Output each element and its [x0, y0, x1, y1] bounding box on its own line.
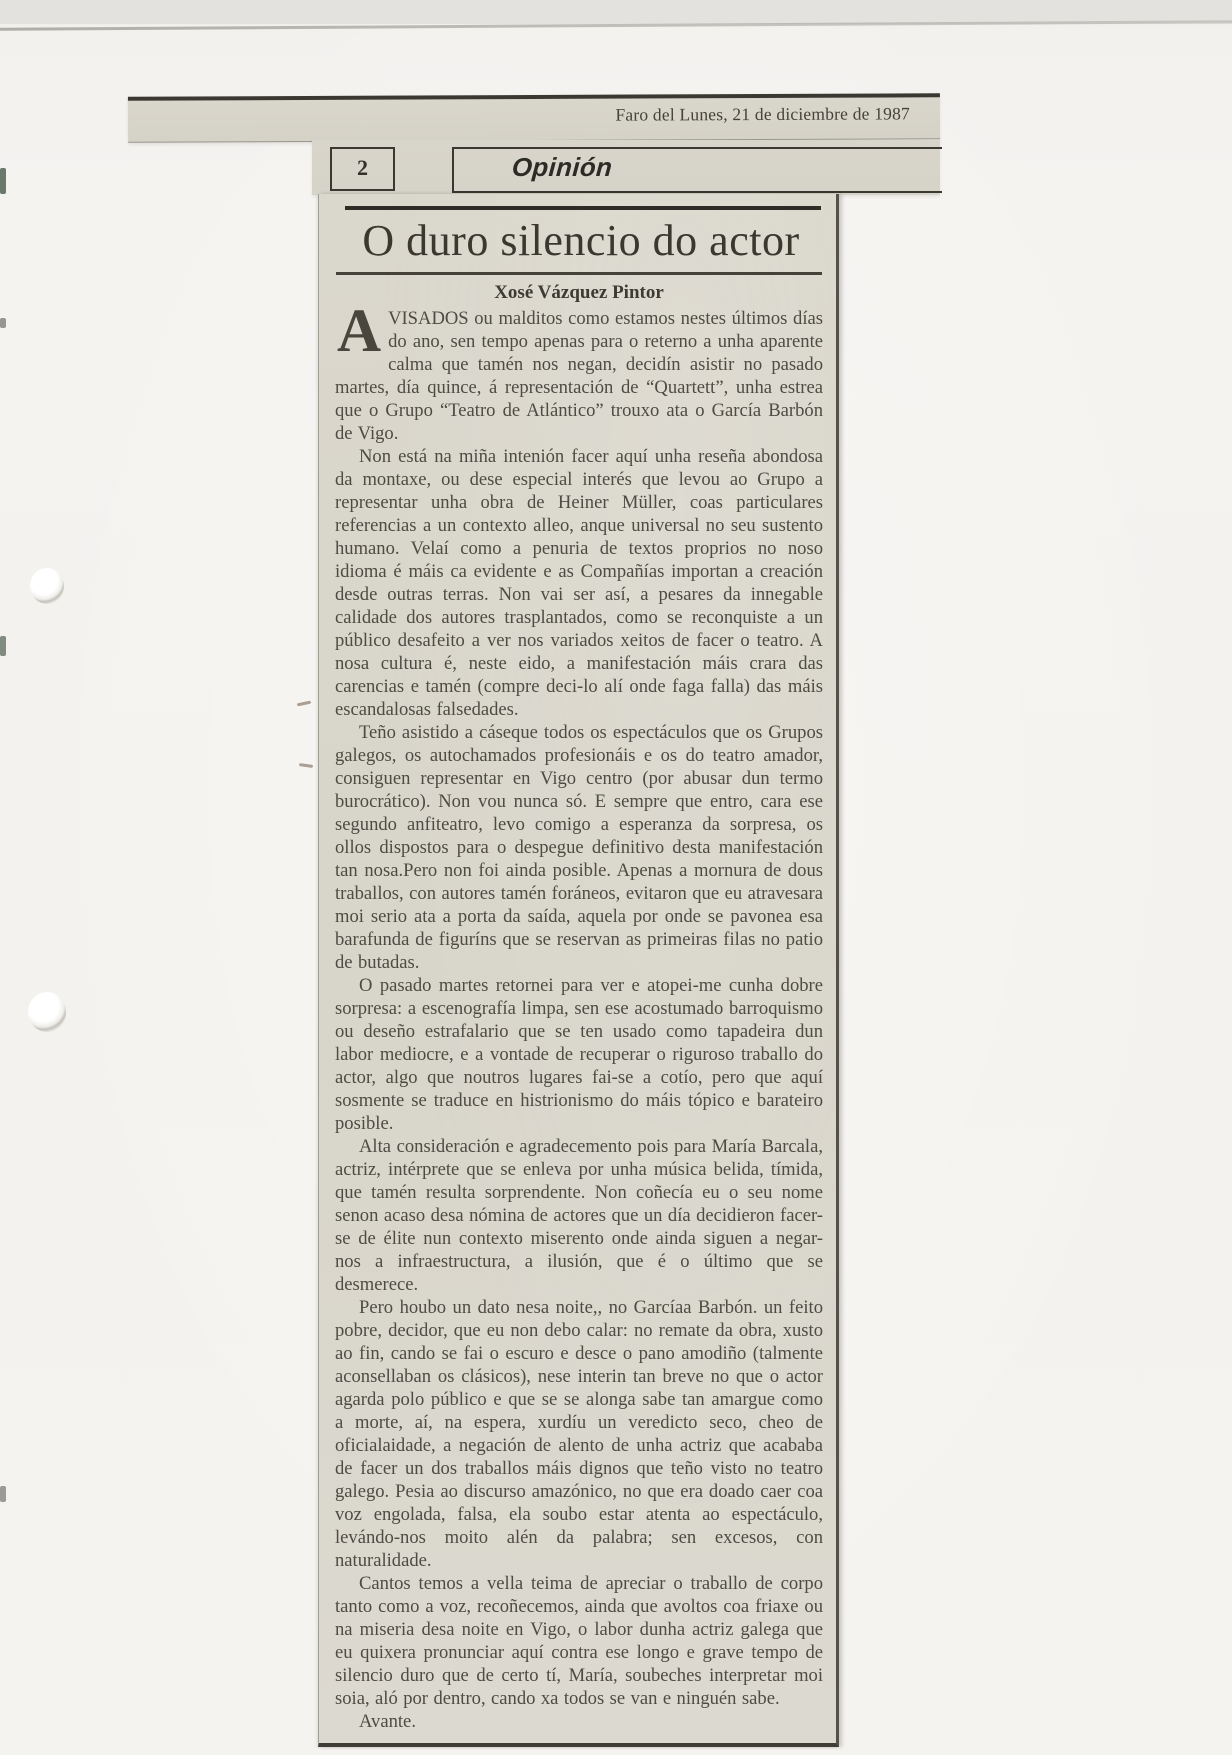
masthead-strip [128, 93, 940, 143]
page-number-box [330, 147, 395, 191]
article-title: O duro silencio do actor [362, 216, 800, 265]
punch-hole-top [30, 568, 64, 604]
headline-top-rule [345, 206, 821, 210]
section-box [452, 147, 942, 193]
section-strip [312, 140, 940, 195]
masthead-date: Faro del Lunes, 21 de diciembre de 1987 [615, 103, 911, 125]
scan-artifact [0, 636, 6, 656]
paragraph: Teño asistido a cáseque todos os espectáculos que os Grupos galegos, os autochamados profesionáis e os do teatro amador, consiguen representar en Vigo centro (por abusar dun termo burocrático). Non vou nunca só. E sempre que entro, cara ese segundo anfiteatro, levo comigo a esperanza da sorpresa, os ollos dispostos para o despegue definitivo desta manifestación tan nosa.Pero non foi ainda posible. Apenas a mornura de dous traballos, con autores tamén foráneos, evitaron que eu atravesara moi serio ata a porta da saída, aquela por onde se pavonea esa barafunda de figuríns que se reservan as primeiras filas no patio de butadas. [335, 722, 823, 974]
scan-artifact [0, 318, 6, 328]
article-body [335, 298, 823, 1733]
paragraph-opening [335, 298, 823, 445]
title-bottom-rule [336, 272, 822, 275]
paragraph-closing: Avante. [359, 1711, 416, 1733]
opening-text: VISADOS ou malditos como estamos nestes últimos días do ano, sen tempo apenas para o reterno a unha aparente calma que tamén nos negan, decidín asistir no pasado martes, día quince, á representación de “Quartett”, unha estrea que o Grupo “Teatro de Atlántico” trouxo ata o García Barbón de Vigo. [335, 308, 823, 445]
punch-hole-bottom [28, 992, 66, 1032]
article-clipping [318, 194, 839, 1747]
paragraph: Non está na miña intenión facer aquí unha reseña abondosa da montaxe, ou dese especial interés que levou ao Grupo a representar unha obra de Heiner Müller, coas particulares referencias a un contexto alleo, anque universal no seu sustento humano. Velaí como a penuria de textos proprios no noso idioma é máis ca evidente e as Compañías importan a creación desde outras terras. Non vai ser así, a pesares da innegable calidade dos autores trasplantados, como se reconquiste a un público desafeito a ver nos variados xeitos de facer o teatro. A nosa cultura é, neste eido, a manifestación máis crara das carencias e tamén (compre deci-lo alí onde faga falla) das máis escandalosas falsedades. [335, 446, 823, 721]
paragraph: Pero houbo un dato nesa noite,, no Garcíaa Barbón. un feito pobre, decidor, que eu non debo calar: no remate da obra, xusto ao fin, cando se fai o escuro e desce o pano amodiño (talmente aconsellaban os clásicos), nese interin tan breve no que o actor agarda polo público e que se se alonga sabe tan amargue como a morte, aí, na espera, xurdíu un veredicto seco, cheo de oficialaidade, a negación de alento de unha actriz que acababa de facer un dos traballos máis dignos que teño visto no teatro galego. Pesia ao discurso amazónico, no que era doado caer coa voz engolada, falsa, ela soubo estar atenta ao espectáculo, levándo-nos moito alén da palabra; sen excesos, con naturalidade. [335, 1297, 823, 1572]
paragraph: O pasado martes retornei para ver e atopei-me cunha dobre sorpresa: a escenografía limpa, sen ese acostumado barroquismo ou deseño estrafalario que se ten usado como tapadeira dun labor mediocre, e a vontade de recuperar o riguroso traballo do actor, algo que noutros lugares fai-se a cotío, pero que aquí sosmente se traduce en histrionismo do máis tópico e barateiro posible. [335, 975, 823, 1135]
paragraph: Alta consideración e agradecemento pois para María Barcala, actriz, intérprete que se enleva por unha música belida, tímida, que tamén resulta sorprendente. Non coñecía eu o seu nome senon acaso desa nómina de actores que un día decidieron facer-se de élite nun contexto miserento onde ainda siguen a negar-nos a infraestructura, a ilusión, que é o último que se desmerece. [335, 1136, 823, 1296]
page-number: 2 [357, 155, 368, 180]
scan-artifact [0, 1486, 6, 1502]
paragraph: Cantos temos a vella teima de apreciar o traballo de corpo tanto como a voz, recoñecemos, ainda que avoltos coa friaxe ou na miseria desa noite en Vigo, o labor dunha actriz galega que eu quixera pronunciar aquí contra ese longo e grave tempo de silencio duro que de certo tí, María, soubeches interpretar moi soia, aló por dentro, cando xa todos se van e ninguén sabe. [335, 1573, 823, 1710]
section-label: Opinión [510, 152, 614, 182]
margin-tick [299, 763, 313, 768]
article-byline: Xosé Vázquez Pintor [494, 282, 664, 304]
margin-tick [297, 701, 311, 707]
drop-cap: A [337, 298, 382, 366]
scan-artifact [0, 168, 6, 194]
